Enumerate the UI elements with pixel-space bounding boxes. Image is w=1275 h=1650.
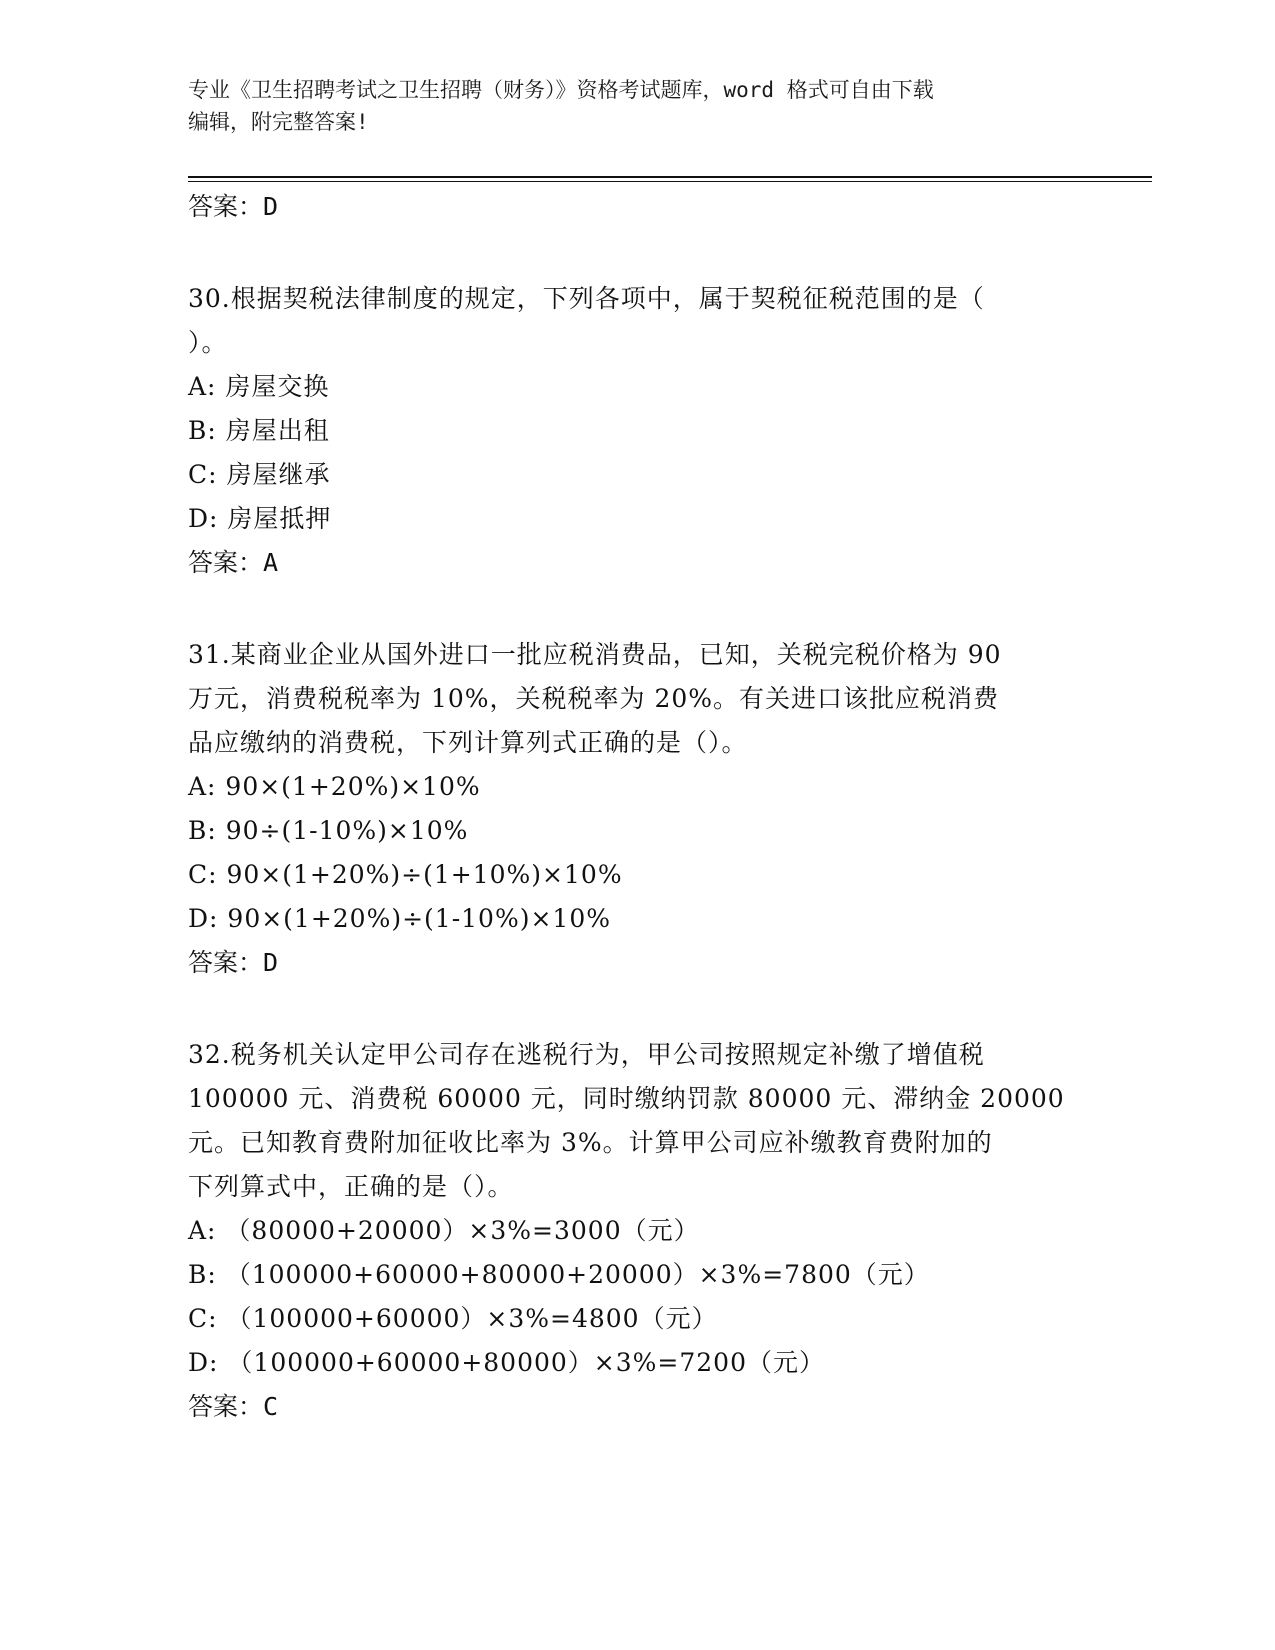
question-30-option-d: D: 房屋抵押 — [188, 504, 332, 533]
question-31-option-a: A: 90×(1+20%)×10% — [188, 772, 481, 801]
question-30-option-c: C: 房屋继承 — [188, 460, 331, 489]
question-30-option-b: B: 房屋出租 — [188, 416, 330, 445]
header-line-2: 编辑，附完整答案! — [188, 110, 369, 134]
previous-answer: 答案：D — [188, 192, 279, 221]
header-line-1: 专业《卫生招聘考试之卫生招聘（财务）》资格考试题库，word 格式可自由下载 — [188, 78, 934, 102]
question-31-stem-line-2: 万元，消费税税率为 10%，关税税率为 20%。有关进口该批应税消费 — [188, 684, 1000, 713]
question-31-option-b: B: 90÷(1-10%)×10% — [188, 816, 469, 845]
question-32-stem-line-1: 32.税务机关认定甲公司存在逃税行为，甲公司按照规定补缴了增值税 — [188, 1040, 985, 1069]
question-32-stem-line-2: 100000 元、消费税 60000 元，同时缴纳罚款 80000 元、滞纳金 20000 — [188, 1084, 1065, 1113]
question-30-stem-line-1: 30.根据契税法律制度的规定，下列各项中，属于契税征税范围的是（ — [188, 284, 985, 313]
question-30-option-a: A: 房屋交换 — [188, 372, 330, 401]
header-rule-thick — [188, 176, 1152, 178]
question-32-stem-line-4: 下列算式中，正确的是（）。 — [188, 1172, 514, 1201]
question-31-stem-line-3: 品应缴纳的消费税，下列计算列式正确的是（）。 — [188, 728, 748, 757]
question-32-option-a: A: （80000+20000）×3%=3000（元） — [188, 1216, 700, 1245]
question-31-answer: 答案：D — [188, 948, 279, 977]
question-32-option-b: B: （100000+60000+80000+20000）×3%=7800（元） — [188, 1260, 930, 1289]
question-31-option-c: C: 90×(1+20%)÷(1+10%)×10% — [188, 860, 623, 889]
question-32-stem-line-3: 元。已知教育费附加征收比率为 3%。计算甲公司应补缴教育费附加的 — [188, 1128, 993, 1157]
header-rule-thin — [188, 181, 1152, 182]
question-32-option-d: D: （100000+60000+80000）×3%=7200（元） — [188, 1348, 825, 1377]
question-31-option-d: D: 90×(1+20%)÷(1-10%)×10% — [188, 904, 611, 933]
question-31-stem-line-1: 31.某商业企业从国外进口一批应税消费品，已知，关税完税价格为 90 — [188, 640, 1002, 669]
page-header — [188, 74, 1068, 138]
question-32-answer: 答案：C — [188, 1392, 279, 1421]
question-30-answer: 答案：A — [188, 548, 279, 577]
question-32-option-c: C: （100000+60000）×3%=4800（元） — [188, 1304, 718, 1333]
question-30-stem-line-2: ）。 — [188, 328, 228, 357]
